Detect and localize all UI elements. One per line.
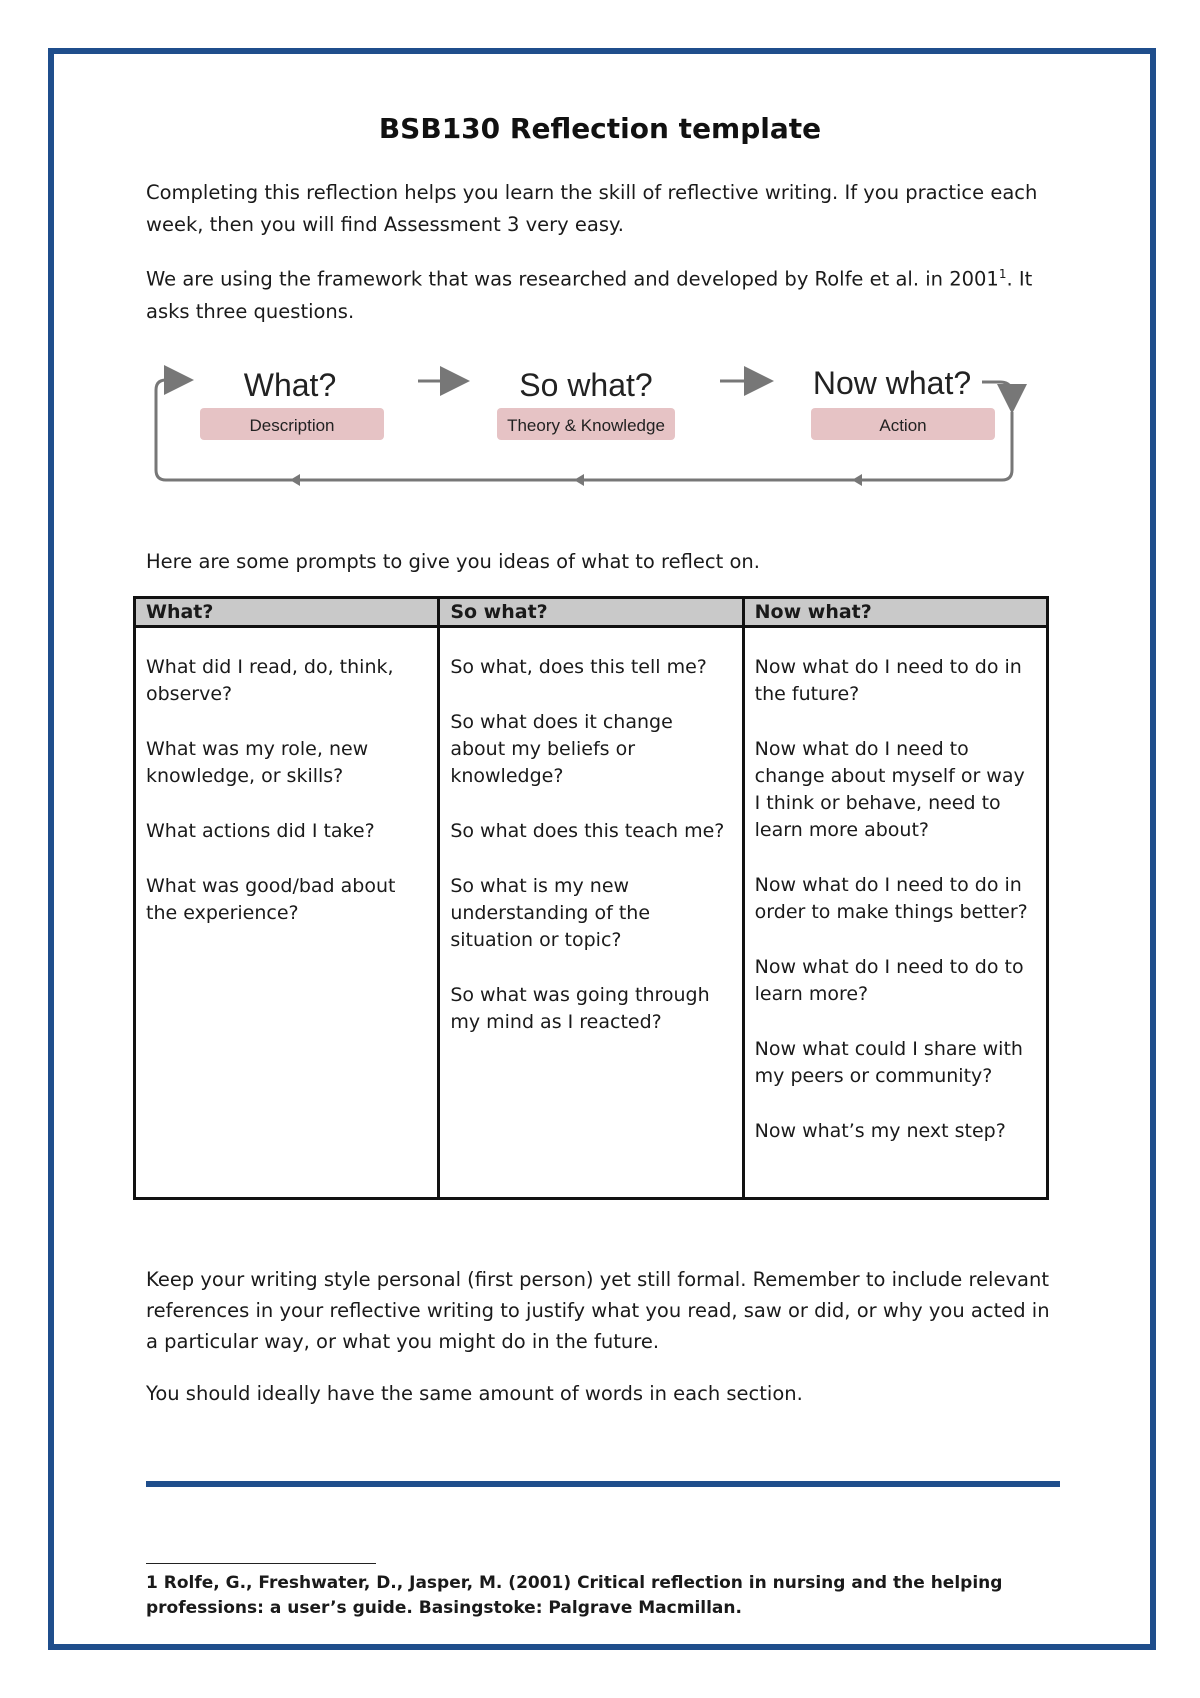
prompt-item: So what, does this tell me? (450, 656, 707, 678)
prompt-item: So what does it change about my beliefs or knowledge? (450, 711, 673, 787)
header-now-what: Now what? (743, 598, 1047, 627)
header-what: What? (135, 598, 439, 627)
return-arrowhead-1 (290, 474, 300, 486)
prompt-item: What was good/bad about the experience? (146, 875, 396, 924)
prompt-item: So what was going through my mind as I reacted? (450, 984, 710, 1033)
stage-so-what-question: So what? (519, 367, 653, 403)
framework-paragraph (146, 258, 1066, 328)
prompt-item: Now what do I need to change about myself or way I think or behave, need to learn more about? (754, 738, 1025, 841)
rolfe-framework-diagram (146, 352, 1056, 492)
column-what (135, 627, 439, 1199)
table-body-row (135, 627, 1048, 1199)
return-arrowhead-2 (574, 474, 584, 486)
prompt-item: Now what do I need to do to learn more? (754, 956, 1024, 1005)
prompt-item: What did I read, do, think, observe? (146, 656, 394, 705)
prompt-item: Now what do I need to do in the future? (754, 656, 1022, 705)
stage-what-label: Description (249, 416, 335, 435)
section-divider (146, 1481, 1060, 1487)
framework-text-end: . It asks three questions. (146, 267, 1033, 323)
table-header-row (135, 598, 1048, 627)
prompt-item: So what is my new understanding of the situation or topic? (450, 875, 651, 951)
stage-what-question: What? (243, 367, 337, 403)
header-so-what: So what? (439, 598, 743, 627)
prompts-table (133, 596, 1049, 1200)
prompt-item: So what does this teach me? (450, 820, 725, 842)
stage-now-what-question: Now what? (812, 365, 972, 401)
footnote: 1 Rolfe, G., Freshwater, D., Jasper, M. (2001) Critical reflection in nursing and the helping professions: a user’s guide. Basingstoke: Palgrave Macmillan. (146, 1573, 1003, 1618)
framework-text: We are using the framework that was researched and developed by Rolfe et al. in 2001 (146, 267, 999, 291)
stage-now-what-label: Action (879, 416, 927, 435)
return-arrowhead-3 (852, 474, 862, 486)
prompts-intro: Here are some prompts to give you ideas of what to reflect on. (146, 550, 760, 573)
loop-arrow-right (982, 382, 1012, 402)
prompt-item: What actions did I take? (146, 820, 375, 842)
prompt-item: Now what could I share with my peers or community? (754, 1038, 1023, 1087)
column-so-what (439, 627, 743, 1199)
column-now-what (743, 627, 1047, 1199)
stage-so-what-label: Theory & Knowledge (507, 416, 665, 435)
writing-style-paragraph: Keep your writing style personal (first person) yet still formal. Remember to include relevant references in your reflective writing to justify what you read, saw or did, or why you acted in a particular way, or what you might do in the future. (146, 1268, 1050, 1353)
prompt-item: Now what do I need to do in order to make things better? (754, 874, 1028, 923)
page-title: BSB130 Reflection template (378, 112, 822, 145)
prompt-item: What was my role, new knowledge, or skills? (146, 738, 369, 787)
intro-paragraph: Completing this reflection helps you learn the skill of reflective writing. If you practice each week, then you will find Assessment 3 very easy. (146, 181, 1038, 236)
prompt-item: Now what’s my next step? (754, 1120, 1006, 1142)
footnote-ref[interactable]: 1 (998, 267, 1007, 281)
word-balance-paragraph: You should ideally have the same amount of words in each section. (146, 1382, 803, 1405)
footnote-separator (146, 1563, 376, 1564)
